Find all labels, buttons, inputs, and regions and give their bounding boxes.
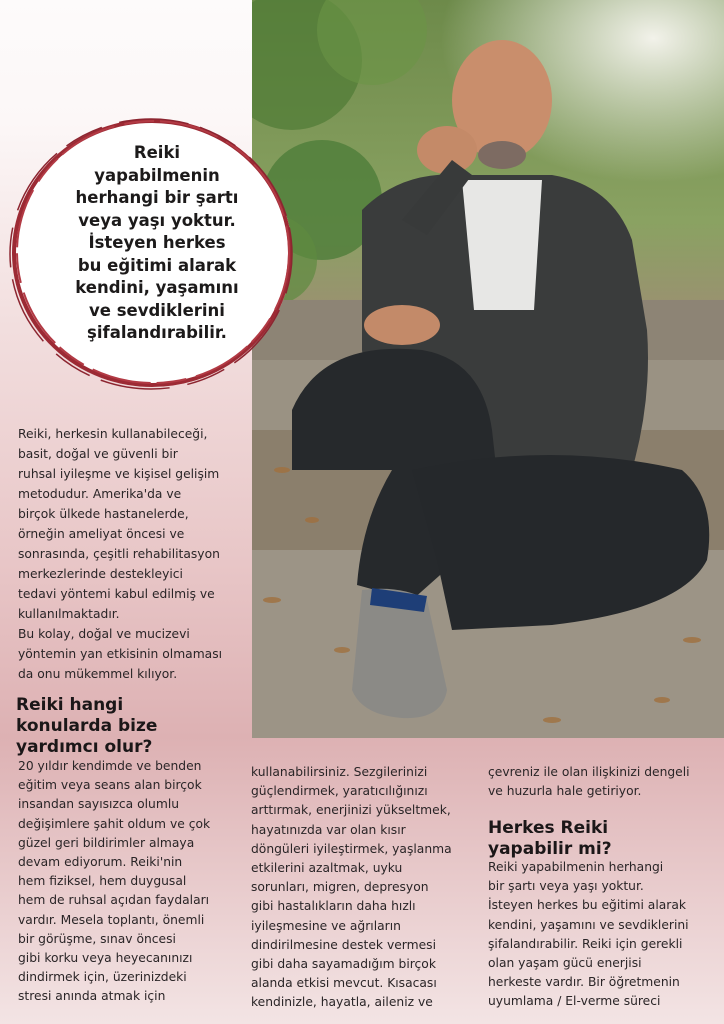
photo-illustration xyxy=(252,0,724,738)
callout-text: Reiki yapabilmenin herhangi bir şartı veya yaşı yoktur. İsteyen herkes bu eğitimi alarak kendini, yaşamını ve sevdiklerini şifalandırabilir. xyxy=(75,143,239,342)
benefits-column-2: kullanabilirsiniz. Sezgilerinizi güçlendirmek, yaratıcılığınızı arttırmak, enerjinizi yükseltmek, hayatınızda var olan kısır döngüleri iyileştirmek, yaşlanma etkilerini azaltmak, uyku sorunları, migren, depresyon gibi hastalıkların daha hızlı iyileşmesine ve ağrıların dindirilmesine destek vermesi gibi daha sayamadığım birçok alanda etkisi mevcut. Kısacası kendinizle, hayatla, aileniz ve xyxy=(251,765,452,1010)
section-heading-benefits: Reiki hangi konularda bize yardımcı olur? xyxy=(16,695,158,757)
intro-paragraph: Reiki, herkesin kullanabileceği, basit, doğal ve güvenli bir ruhsal iyileşme ve kişisel gelişim metodudur. Amerika'da ve birçok ülkede hastanelerde, örneğin ameliyat öncesi ve sonrasında, çeşitli rehabilitasyon merkezlerinde destekleyici tedavi yöntemi kabul edilmiş ve kullanılmaktadır. Bu kolay, doğal ve mucizevi yöntemin yan etkisinin olmaması da onu mükemmel kılıyor. xyxy=(18,427,223,681)
benefits-column-1: 20 yıldır kendimde ve benden eğitim veya seans alan birçok insandan sayısızca olumlu değişimlere şahit oldum ve çok güzel geri bildirimler almaya devam ediyorum. Reiki'nin hem fiziksel, hem duygusal hem de ruhsal açıdan faydaları vardır. Mesela toplantı, önemli bir görüşme, sınav öncesi gibi korku veya heyecanınızı dindirmek için, üzerinizdeki stresi anında atmak için xyxy=(18,759,211,1004)
who-can-paragraph: Reiki yapabilmenin herhangi bir şartı veya yaşı yoktur. İsteyen herkes bu eğitimi alarak kendini, yaşamını ve sevdiklerini şifalandırabilir. Reiki için gerekli olan yaşam gücü enerjisi herkeste vardır. Bir öğretmenin uyumlama / El-verme süreci xyxy=(488,860,689,1009)
portrait-photo xyxy=(252,0,724,738)
benefits-column-3: çevreniz ile olan ilişkinizi dengeli ve huzurla hale getiriyor. xyxy=(488,765,690,799)
section-heading-who-can: Herkes Reiki yapabilir mi? xyxy=(488,818,612,859)
quote-callout xyxy=(6,112,298,394)
